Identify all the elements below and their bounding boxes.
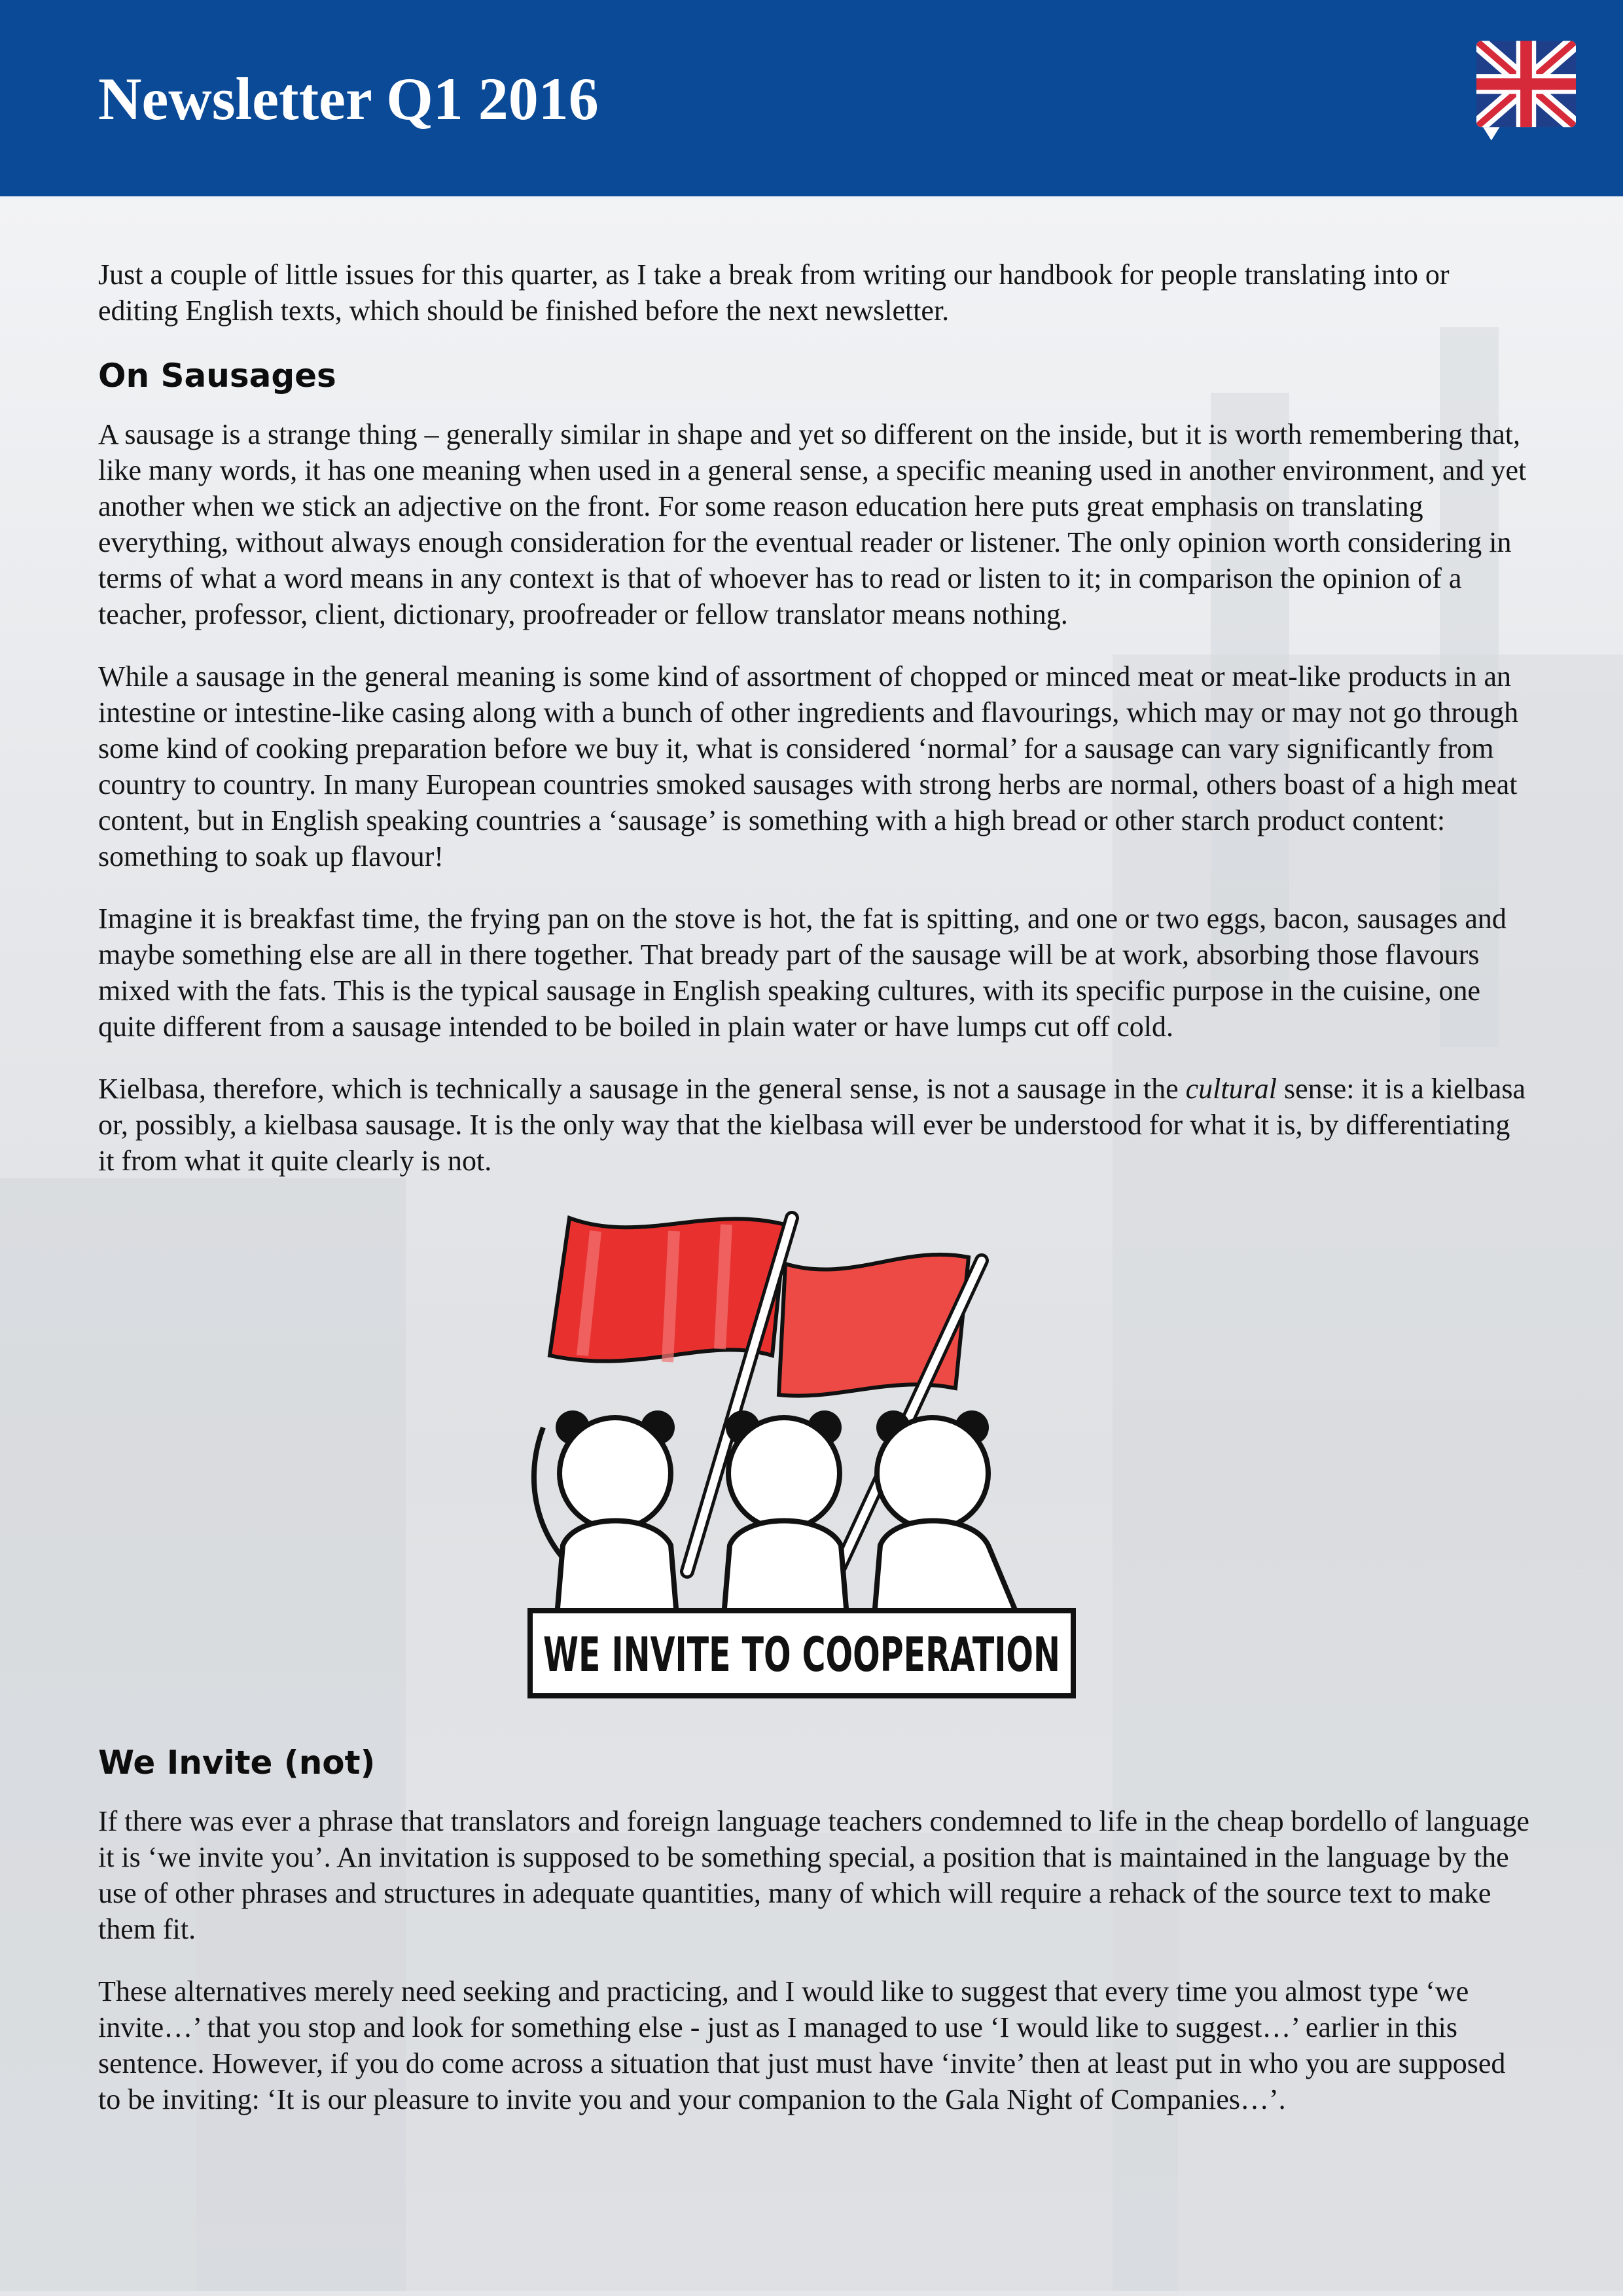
red-flag-right (779, 1255, 969, 1396)
section-heading-sausages: On Sausages (98, 357, 336, 395)
cooperation-illustration (98, 1205, 1531, 1729)
para4-emphasis: cultural (1185, 1073, 1277, 1105)
para4-text-start: Kielbasa, therefore, which is technically a sausage in the general sense, is not a sausage in the (98, 1073, 1186, 1105)
sausages-paragraph-2: While a sausage in the general meaning is some kind of assortment of chopped or minced meat or meat-like products in an intestine or intestine-like casing along with a bunch of other ingredients and flavourings, which may or may not go through some kind of cooking preparation before we buy it, what is considered ‘normal’ for a sausage can vary significantly from country to country. In many European countries smoked sausages with strong herbs are normal, others boast of a high meat content, but in English speaking countries a ‘sausage’ is something with a high bread or other starch product content: something to soak up flavour! (98, 660, 1519, 872)
panda-left (556, 1410, 677, 1624)
panda-right (874, 1410, 1021, 1624)
sausages-paragraph-4 (98, 1071, 1531, 1179)
sausages-paragraph-1: A sausage is a strange thing – generally similar in shape and yet so different on the inside, but it is worth remembering that, like many words, it has one meaning when used in a general sense, a specific meaning used in another environment, and yet another when we stick an adjective on the front. For some reason education here puts great emphasis on translating everything, without always enough consideration for the eventual reader or listener. The only opinion worth considering in terms of what a word means in any context is that of whoever has to read or listen to it; in comparison the opinion of a teacher, professor, client, dictionary, proofreader or fellow translator means nothing. (98, 418, 1527, 630)
banner-text: WE INVITE TO COOPERATION (543, 1627, 1060, 1682)
invite-paragraph-1: If there was ever a phrase that translators and foreign language teachers condemned to life in the cheap bordello of language it is ‘we invite you’. An invitation is supposed to be something special, a position that is maintained in the language by the use of other phrases and structures in adequate quantities, many of which will require a rehack of the source text to make them fit. (98, 1805, 1529, 1945)
newsletter-title: Newsletter Q1 2016 (98, 65, 599, 132)
invite-paragraph-2: These alternatives merely need seeking and practicing, and I would like to suggest that every time you almost type ‘we invite…’ that you stop and look for something else - just as I managed to use ‘I would like to suggest…’ earlier in this sentence. However, if you do come across a situation that just must have ‘invite’ then at least put in who you are supposed to be inviting: ‘It is our pleasure to invite you and your companion to the Gala Night of Companies…’. (98, 1975, 1506, 2115)
sausages-paragraph-3: Imagine it is breakfast time, the frying pan on the stove is hot, the fat is spitting, and one or two eggs, bacon, sausages and maybe something else are all in there together. That bready part of the sausage will be at work, absorbing those flavours mixed with the fats. This is the typical sausage in English speaking cultures, with its specific purpose in the cuisine, one quite different from a sausage intended to be boiled in plain water or have lumps cut off cold. (98, 903, 1507, 1043)
section-heading-invite: We Invite (not) (98, 1744, 376, 1782)
union-jack-flag-icon (1476, 41, 1576, 144)
para4-text-end: sense: it is a kielbasa or, possibly, a kielbasa sausage. It is the only way that the kielbasa will ever be understood for what it is, by differentiating it from what it quite clearly is not. (98, 1073, 1525, 1177)
panda-middle (723, 1410, 847, 1624)
newsletter-body (98, 257, 1531, 2144)
page-header (0, 0, 1623, 196)
intro-paragraph: Just a couple of little issues for this quarter, as I take a break from writing our handbook for people translating into or editing English texts, which should be finished before the next newsletter. (98, 259, 1450, 327)
pandas-with-flags-drawing (510, 1205, 1099, 1722)
